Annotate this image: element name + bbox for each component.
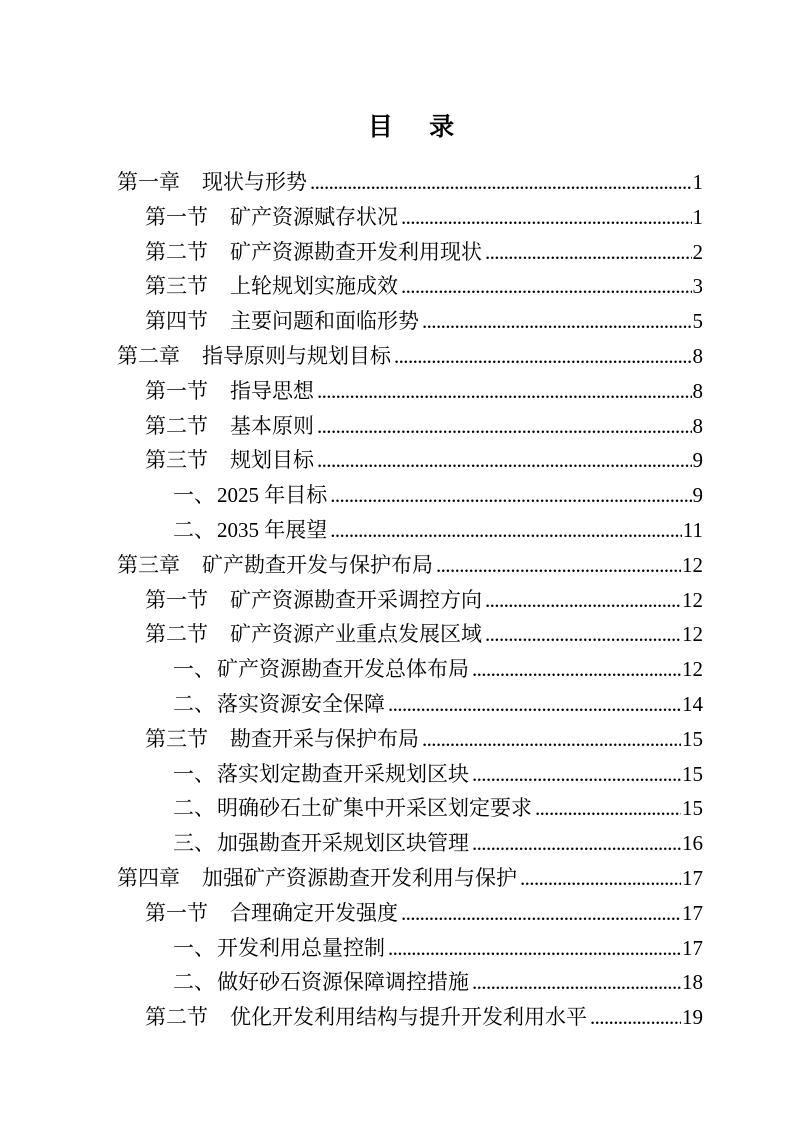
toc-entry-label: 第二章 (117, 343, 180, 368)
toc-item-entry (117, 791, 703, 826)
toc-chapter-entry (117, 861, 703, 896)
toc-section-entry (117, 722, 703, 757)
toc-entry-title: 矿产资源勘查开发总体布局 (217, 657, 469, 682)
toc-chapter-entry (117, 339, 703, 374)
dot-leader (422, 304, 692, 339)
toc-entry-label: 三、 (173, 831, 215, 856)
dot-leader (310, 165, 692, 200)
toc-section-entry (117, 269, 703, 304)
toc-page-number: 12 (682, 622, 703, 647)
toc-section-entry (117, 374, 703, 409)
dot-leader (472, 652, 681, 687)
toc-entry-label: 第三节 (145, 726, 208, 751)
toc-section-entry (117, 200, 703, 235)
toc-page-number: 16 (682, 831, 703, 856)
dot-leader (330, 513, 682, 548)
toc-page-number: 15 (682, 726, 703, 751)
toc-entry-title: 勘查开采与保护布局 (230, 726, 419, 751)
toc-entry-title: 落实划定勘查开采规划区块 (217, 761, 469, 786)
toc-page-number: 3 (692, 274, 703, 299)
toc-chapter-entry (117, 165, 703, 200)
toc-page-number: 17 (682, 935, 703, 960)
toc-page-number: 12 (682, 587, 703, 612)
dot-leader (401, 200, 692, 235)
dot-leader (485, 617, 681, 652)
toc-entry-label: 一、 (173, 657, 215, 682)
toc-item-entry (117, 965, 703, 1000)
toc-item-entry (117, 826, 703, 861)
toc-entry-title: 做好砂石资源保障调控措施 (217, 970, 469, 995)
toc-page-number: 12 (682, 657, 703, 682)
toc-entry-title: 矿产资源勘查开发利用现状 (230, 239, 482, 264)
toc-entry-label: 二、 (173, 970, 215, 995)
toc-entry-title: 规划目标 (230, 448, 314, 473)
toc-item-entry (117, 478, 703, 513)
dot-leader (317, 409, 692, 444)
dot-leader (388, 931, 681, 966)
toc-page-number: 17 (682, 900, 703, 925)
toc-entry-title: 矿产资源赋存状况 (230, 204, 398, 229)
dot-leader (590, 1000, 681, 1035)
toc-entry-label: 一、 (173, 935, 215, 960)
toc-entry-label: 第一节 (145, 900, 208, 925)
dot-leader (401, 269, 692, 304)
toc-page-number: 18 (682, 970, 703, 995)
toc-section-entry (117, 583, 703, 618)
dot-leader (472, 826, 681, 861)
toc-item-entry (117, 931, 703, 966)
toc-entry-title: 指导原则与规划目标 (202, 343, 391, 368)
toc-section-entry (117, 304, 703, 339)
dot-leader (317, 443, 692, 478)
dot-leader (394, 339, 692, 374)
toc-entry-title: 明确砂石土矿集中开采区划定要求 (217, 796, 532, 821)
toc-entry-label: 第四章 (117, 865, 180, 890)
dot-leader (472, 757, 681, 792)
toc-entry-label: 二、 (173, 796, 215, 821)
toc-page-number: 17 (682, 865, 703, 890)
toc-page-number: 5 (692, 309, 703, 334)
toc-entry-title: 开发利用总量控制 (217, 935, 385, 960)
toc-entry-label: 第三节 (145, 274, 208, 299)
toc-entry-title: 矿产勘查开发与保护布局 (202, 552, 433, 577)
toc-item-entry (117, 687, 703, 722)
toc-page-number: 8 (692, 343, 703, 368)
dot-leader (520, 861, 681, 896)
toc-section-entry (117, 443, 703, 478)
toc-item-entry (117, 652, 703, 687)
toc-page-number: 8 (692, 378, 703, 403)
toc-entry-label: 一、 (173, 483, 215, 508)
dot-leader (485, 583, 681, 618)
toc-page-number: 9 (692, 483, 703, 508)
toc-section-entry (117, 235, 703, 270)
toc-entry-title: 加强矿产资源勘查开发利用与保护 (202, 865, 517, 890)
dot-leader (422, 722, 681, 757)
toc-entry-title: 现状与形势 (202, 170, 307, 194)
toc-section-entry (117, 617, 703, 652)
dot-leader (472, 965, 681, 1000)
dot-leader (388, 687, 681, 722)
toc-item-entry (117, 757, 703, 792)
toc-entry-label: 第三节 (145, 448, 208, 473)
toc-entry-label: 第一章 (117, 170, 180, 194)
dot-leader (485, 235, 692, 270)
dot-leader (317, 374, 692, 409)
toc-page-number: 1 (692, 170, 703, 194)
toc-entry-title: 主要问题和面临形势 (230, 309, 419, 334)
toc-entry-title: 基本原则 (230, 413, 314, 438)
toc-section-entry (117, 896, 703, 931)
toc-entry-label: 二、 (173, 517, 215, 542)
toc-chapter-entry (117, 548, 703, 583)
toc-page-number: 14 (682, 691, 703, 716)
table-of-contents (117, 165, 703, 1035)
toc-entry-title: 指导思想 (230, 378, 314, 403)
toc-entry-title: 上轮规划实施成效 (230, 274, 398, 299)
toc-page-number: 8 (692, 413, 703, 438)
toc-entry-label: 第一节 (145, 587, 208, 612)
toc-entry-label: 第四节 (145, 309, 208, 334)
toc-page-number: 1 (692, 204, 703, 229)
toc-entry-title: 落实资源安全保障 (217, 691, 385, 716)
toc-entry-label: 第一节 (145, 204, 208, 229)
toc-entry-label: 二、 (173, 691, 215, 716)
toc-heading: 目 录 (367, 114, 455, 141)
toc-section-entry (117, 409, 703, 444)
toc-page-number: 19 (682, 1005, 703, 1030)
toc-section-entry (117, 1000, 703, 1035)
dot-leader (436, 548, 681, 583)
toc-entry-label: 第二节 (145, 413, 208, 438)
toc-entry-title: 合理确定开发强度 (230, 900, 398, 925)
toc-entry-label: 第二节 (145, 622, 208, 647)
toc-entry-title: 2025 年目标 (217, 483, 328, 508)
toc-entry-title: 优化开发利用结构与提升开发利用水平 (230, 1005, 587, 1030)
toc-page-number: 15 (682, 796, 703, 821)
toc-entry-label: 第一节 (145, 378, 208, 403)
dot-leader (330, 478, 691, 513)
toc-entry-title: 2035 年展望 (217, 517, 328, 542)
dot-leader (401, 896, 681, 931)
dot-leader (535, 791, 681, 826)
toc-page-number: 9 (692, 448, 703, 473)
toc-page-number: 15 (682, 761, 703, 786)
toc-entry-title: 矿产资源产业重点发展区域 (230, 622, 482, 647)
toc-entry-label: 第二节 (145, 1005, 208, 1030)
toc-entry-title: 矿产资源勘查开采调控方向 (230, 587, 482, 612)
toc-item-entry (117, 513, 703, 548)
toc-entry-title: 加强勘查开采规划区块管理 (217, 831, 469, 856)
toc-entry-label: 一、 (173, 761, 215, 786)
toc-page-number: 2 (692, 239, 703, 264)
toc-page-number: 11 (682, 517, 703, 542)
toc-entry-label: 第三章 (117, 552, 180, 577)
toc-entry-label: 第二节 (145, 239, 208, 264)
toc-page-number: 12 (682, 552, 703, 577)
